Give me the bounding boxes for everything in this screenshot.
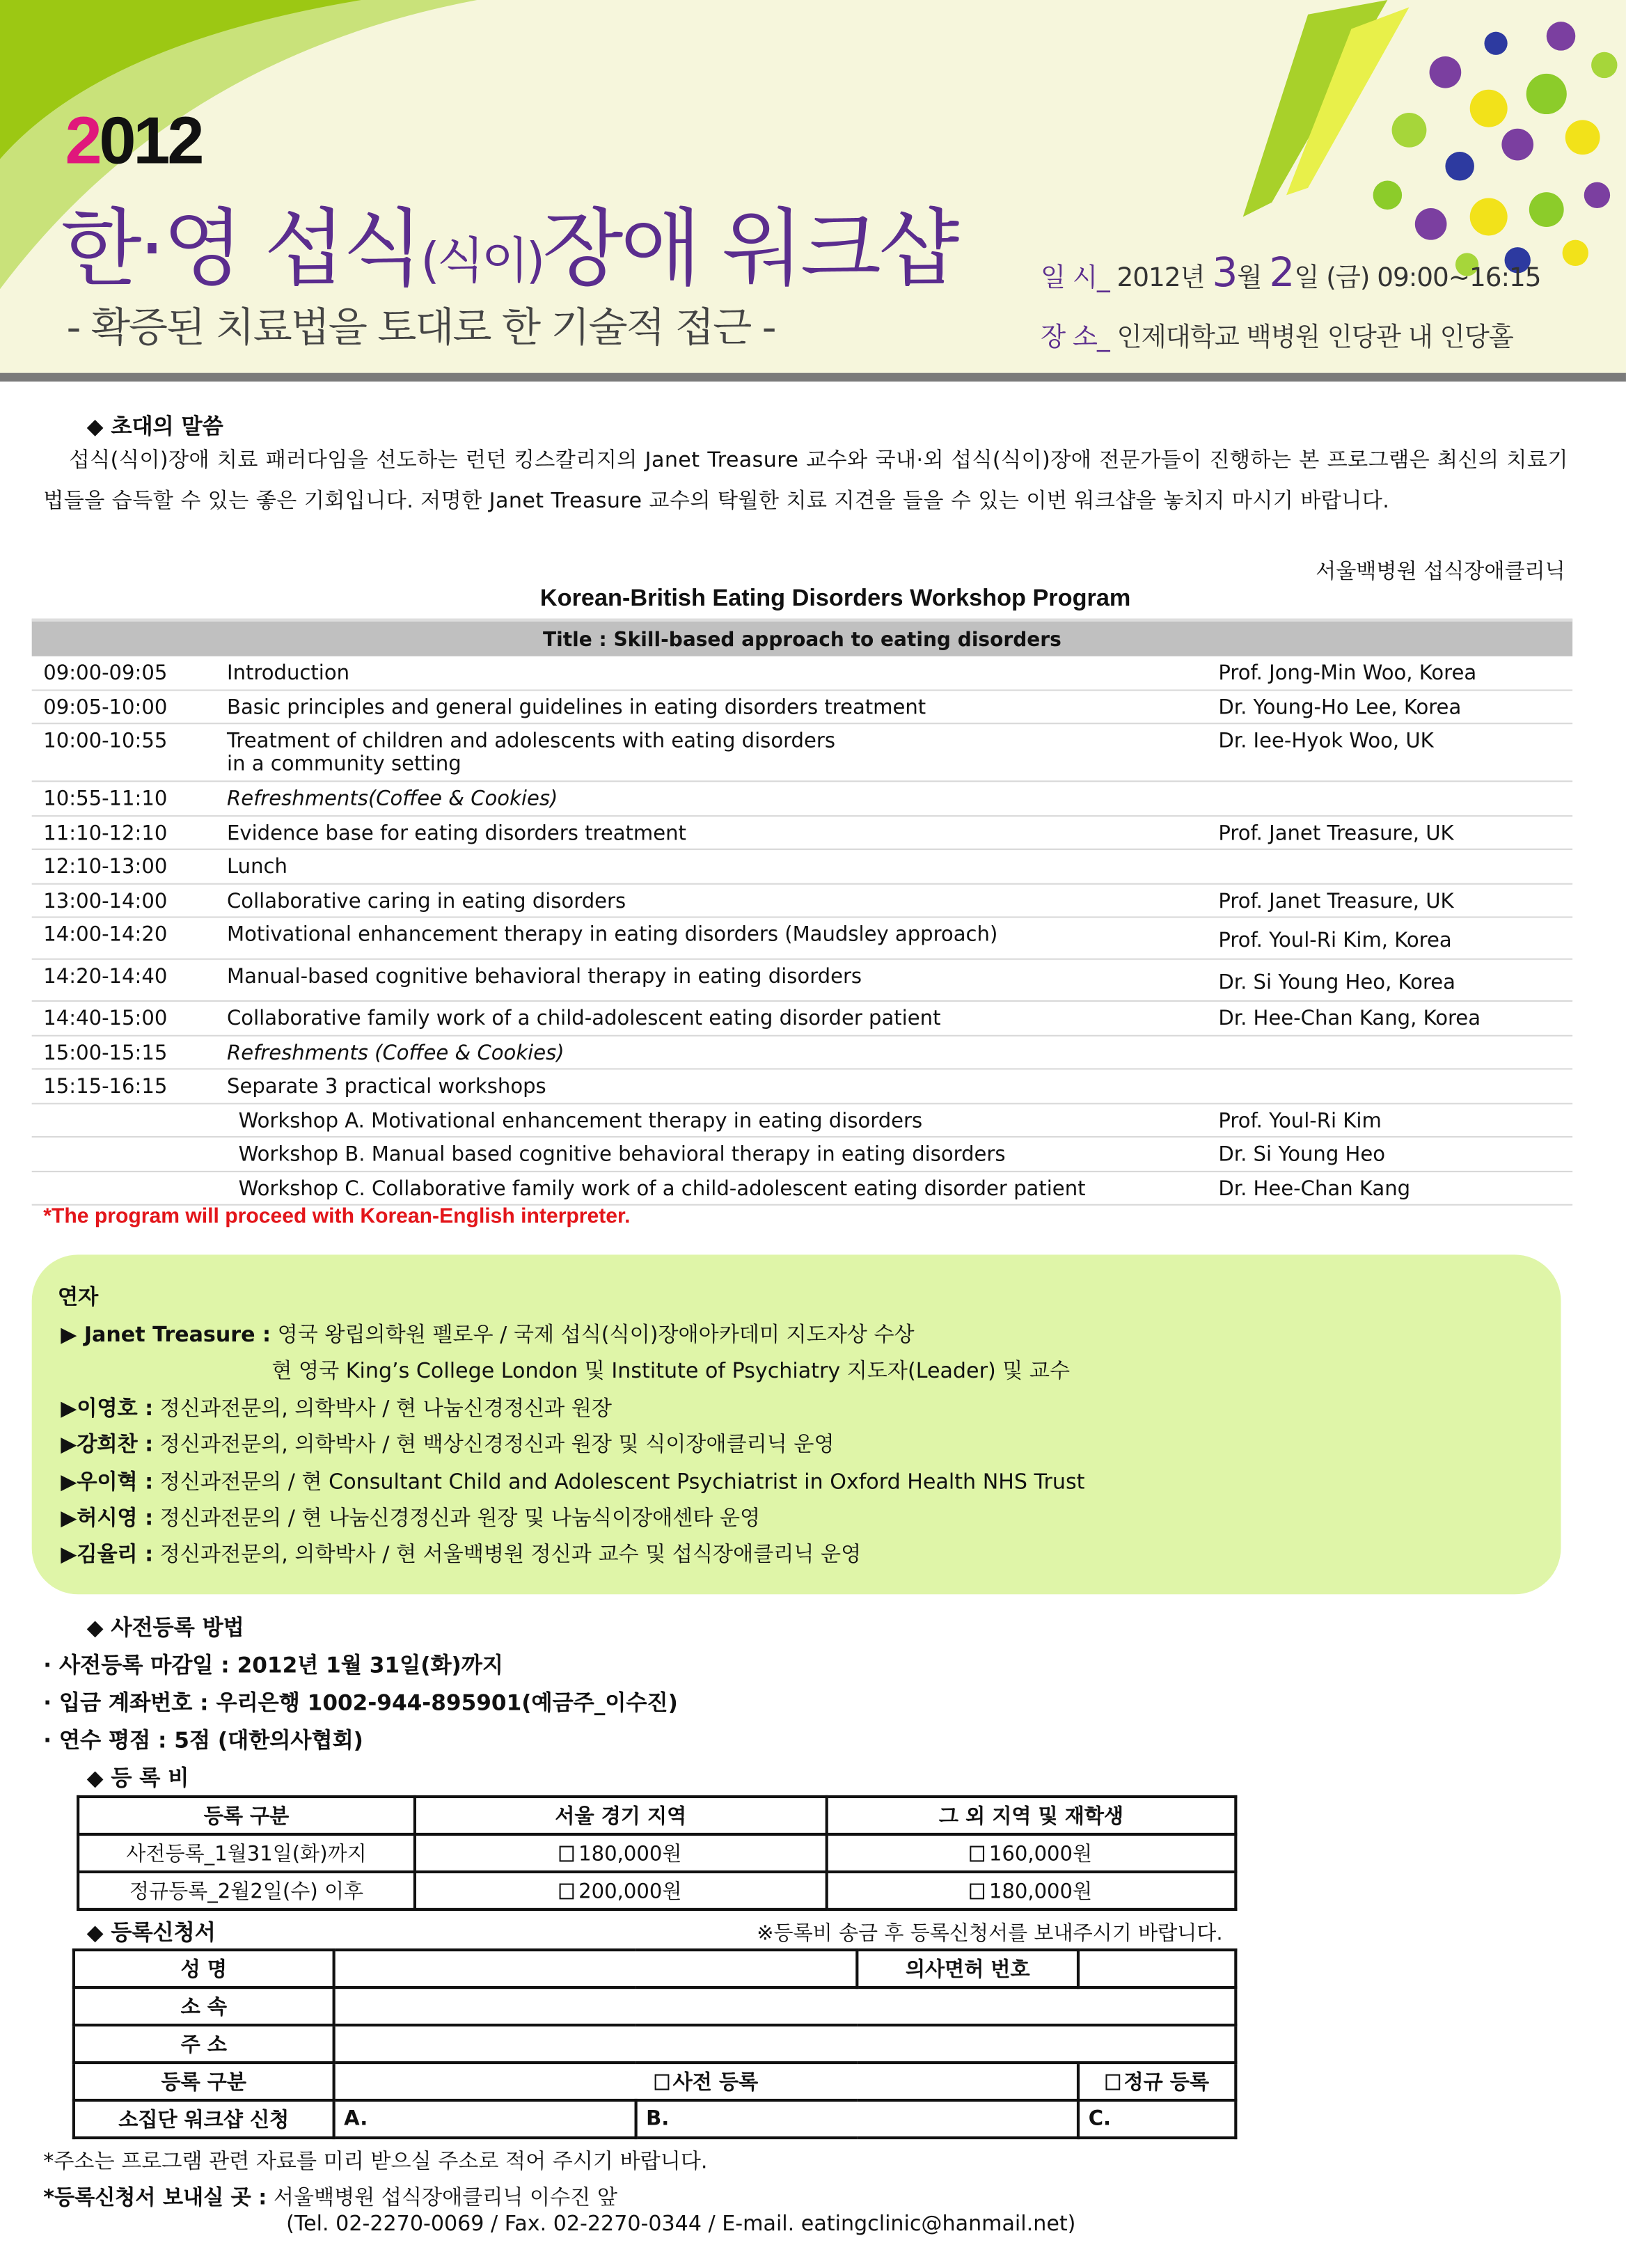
session-topic: Workshop C. Collaborative family work of a child-adolescent eating disorder patient: [238, 1177, 1086, 1201]
name-field[interactable]: [334, 1950, 858, 1987]
label-license: 의사면허 번호: [857, 1950, 1078, 1987]
contact-info: (Tel. 02-2270-0069 / Fax. 02-2270-0344 / E-mail. eatingclinic@hanmail.net): [286, 2212, 1076, 2237]
program-row: [32, 918, 1572, 960]
fee-option[interactable]: 180,000원: [415, 1834, 827, 1872]
workshop-c-field[interactable]: C.: [1078, 2100, 1236, 2138]
program-row: [32, 960, 1572, 1002]
address-field[interactable]: [334, 2025, 1236, 2063]
label-workshop: 소집단 워크샵 신청: [74, 2100, 334, 2138]
session-time: 12:10-13:00: [43, 856, 168, 879]
program-row: [32, 850, 1572, 884]
checkbox[interactable]: [1105, 2074, 1120, 2090]
session-topic: Treatment of children and adolescents with eating disorders: [226, 730, 835, 753]
session-topic: Refreshments (Coffee & Cookies): [226, 1041, 565, 1065]
session-topic: Lunch: [226, 856, 287, 879]
session-speaker: Prof. Janet Treasure, UK: [1218, 890, 1454, 913]
session-topic: Motivational enhancement therapy in eating disorders (Maudsley approach): [226, 923, 998, 947]
workshop-a-field[interactable]: A.: [334, 2100, 636, 2138]
speaker-name: ▶강희찬 :: [61, 1434, 154, 1458]
session-time: 14:00-14:20: [43, 923, 168, 947]
subtitle: - 확증된 치료법을 토대로 한 기술적 접근 -: [66, 304, 775, 352]
program-row: [32, 724, 1572, 782]
session-topic: Workshop B. Manual based cognitive behavioral therapy in eating disorders: [238, 1143, 1006, 1167]
session-speaker: Prof. Youl-Ri Kim: [1218, 1109, 1382, 1133]
speaker-name: ▶김율리 :: [61, 1544, 154, 1568]
session-speaker: Dr. Young-Ho Lee, Korea: [1218, 695, 1462, 720]
session-speaker: Dr. Hee-Chan Kang: [1218, 1177, 1411, 1201]
session-speaker: Prof. Janet Treasure, UK: [1218, 821, 1454, 845]
session-time: 13:00-14:00: [43, 890, 168, 913]
speakers-box: [32, 1254, 1561, 1594]
speaker-item: [271, 1355, 1070, 1385]
fee-header: 등록 구분: [78, 1797, 415, 1834]
session-time: 09:05-10:00: [43, 695, 168, 720]
registration-deadline: · 사전등록 마감일 : 2012년 1월 31일(화)까지: [43, 1652, 503, 1678]
program-row: [32, 816, 1572, 850]
fee-option[interactable]: 200,000원: [415, 1872, 827, 1909]
program-row: [32, 884, 1572, 918]
session-speaker: Prof. Jong-Min Woo, Korea: [1218, 661, 1477, 686]
workshop-b-field[interactable]: B.: [636, 2100, 1079, 2138]
program-row: [32, 782, 1572, 816]
session-time: 15:15-16:15: [43, 1075, 168, 1099]
speaker-description: 정신과전문의, 의학박사 / 현 나눔신경정신과 원장: [159, 1397, 612, 1421]
speaker-description: 현 영국 King’s College London 및 Institute of Psychiatry 지도자(Leader) 및 교수: [271, 1360, 1071, 1384]
speakers-heading: 연자: [58, 1286, 99, 1310]
checkbox[interactable]: [560, 1846, 574, 1862]
speaker-item: [61, 1538, 861, 1569]
speaker-name: ▶우이혁 :: [61, 1470, 154, 1495]
label-reg-type: 등록 구분: [74, 2063, 334, 2100]
registration-heading: ◆ 사전등록 방법: [86, 1614, 244, 1641]
session-topic-line2: in a community setting: [226, 753, 461, 777]
invitation-body: 섭식(식이)장애 치료 패러다임을 선도하는 런던 킹스칼리지의 Janet Treasure 교수와 국내·외 섭식(식이)장애 전문가들이 진행하는 본 프로그램은 최신의 치료기법들을 습득할 수 있는 좋은 기회입니다. 저명한 Janet Treasure 교수의 탁월한 치료 지견을 들을 수 있는 이번 워크샵을 놓치지 마시기 바랍니다.: [43, 449, 1568, 514]
invitation-signature: 서울백병원 섭식장애클리닉: [1316, 560, 1565, 584]
speaker-name: ▶ Janet Treasure :: [61, 1323, 271, 1348]
send-to: *등록신청서 보내실 곳 : 서울백병원 섭식장애클리닉 이수진 앞: [43, 2187, 617, 2210]
checkbox[interactable]: [560, 1884, 574, 1900]
interpreter-note: *The program will proceed with Korean-English interpreter.: [43, 1205, 631, 1229]
session-topic: Introduction: [226, 661, 350, 686]
fee-header: 서울 경기 지역: [415, 1797, 827, 1834]
header-divider: [0, 373, 1626, 381]
label-affiliation: 소 속: [74, 1987, 334, 2025]
header-banner: [0, 0, 1626, 373]
session-time: 11:10-12:10: [43, 821, 168, 845]
registration-credits: · 연수 평점 : 5점 (대한의사협회): [43, 1727, 363, 1754]
session-time: 14:20-14:40: [43, 966, 168, 989]
program-row: [32, 1103, 1572, 1137]
event-date: 일 시_ 2012년 3월 2일 (금) 09:00~16:15: [1041, 249, 1541, 297]
label-name: 성 명: [74, 1950, 334, 1987]
session-time: 10:00-10:55: [43, 730, 168, 753]
session-topic: Collaborative caring in eating disorders: [226, 890, 626, 913]
session-topic: Collaborative family work of a child-adolescent eating disorder patient: [226, 1007, 941, 1031]
speaker-item: [61, 1392, 612, 1422]
address-note: *주소는 프로그램 관련 자료를 미리 받으실 주소로 적어 주시기 바랍니다.: [43, 2150, 708, 2174]
session-topic: Basic principles and general guidelines in eating disorders treatment: [226, 695, 926, 720]
form-note: ※등록비 송금 후 등록신청서를 보내주시기 바랍니다.: [757, 1922, 1223, 1946]
invitation-heading: ◆ 초대의 말씀: [86, 413, 223, 440]
speaker-item: [61, 1502, 760, 1532]
session-speaker: Dr. Hee-Chan Kang, Korea: [1218, 1007, 1481, 1031]
fee-option[interactable]: 160,000원: [827, 1834, 1236, 1872]
program-subtitle: Title : Skill-based approach to eating disorders: [32, 619, 1572, 656]
license-field[interactable]: [1078, 1950, 1236, 1987]
speaker-description: 정신과전문의, 의학박사 / 현 백상신경정신과 원장 및 식이장애클리닉 운영: [159, 1434, 835, 1458]
main-title: 한·영 섭식(식이)장애 워크샵: [61, 199, 957, 298]
speaker-name: ▶이영호 :: [61, 1397, 154, 1421]
fee-type: 정규등록_2월2일(수) 이후: [78, 1872, 415, 1909]
fees-table: [77, 1795, 1237, 1911]
speaker-item: [61, 1465, 1084, 1496]
program-row: [32, 1070, 1572, 1104]
session-topic: Refreshments(Coffee & Cookies): [226, 787, 558, 811]
speaker-description: 정신과전문의 / 현 Consultant Child and Adolescent Psychiatrist in Oxford Health NHS Trust: [159, 1470, 1085, 1495]
speaker-description: 정신과전문의, 의학박사 / 현 서울백병원 정신과 교수 및 섭식장애클리닉 운영: [159, 1544, 862, 1568]
program-title: Korean-British Eating Disorders Workshop Program: [539, 585, 1131, 612]
session-topic: Manual-based cognitive behavioral therapy in eating disorders: [226, 966, 862, 989]
session-speaker: Dr. Iee-Hyok Woo, UK: [1218, 730, 1434, 753]
session-speaker: Dr. Si Young Heo: [1218, 1143, 1386, 1167]
program-row: [32, 690, 1572, 724]
program-row: [32, 1137, 1572, 1172]
pre-registration-option[interactable]: 사전 등록: [334, 2063, 1079, 2100]
registration-account: · 입금 계좌번호 : 우리은행 1002-944-895901(예금주_이수진): [43, 1690, 678, 1716]
regular-registration-option[interactable]: 정규 등록: [1078, 2063, 1236, 2100]
fruit-heart-illustration-icon: [1344, 7, 1626, 282]
form-heading: ◆ 등록신청서: [86, 1919, 216, 1946]
checkbox[interactable]: [654, 2074, 669, 2090]
fee-header: 그 외 지역 및 재학생: [827, 1797, 1236, 1834]
fees-heading: ◆ 등 록 비: [86, 1765, 189, 1791]
speaker-item: [61, 1318, 914, 1349]
speaker-item: [61, 1428, 834, 1459]
affiliation-field[interactable]: [334, 1987, 1236, 2025]
session-speaker: Prof. Youl-Ri Kim, Korea: [1218, 929, 1452, 953]
program-row: [32, 1002, 1572, 1036]
session-topic: Separate 3 practical workshops: [226, 1075, 546, 1099]
program-row: [32, 1172, 1572, 1206]
label-address: 주 소: [74, 2025, 334, 2063]
session-time: 14:40-15:00: [43, 1007, 168, 1031]
event-place: 장 소_ 인제대학교 백병원 인당관 내 인당홀: [1041, 322, 1513, 353]
session-speaker: Dr. Si Young Heo, Korea: [1218, 971, 1455, 995]
session-time: 09:00-09:05: [43, 661, 168, 686]
checkbox[interactable]: [970, 1884, 985, 1900]
session-time: 10:55-11:10: [43, 787, 168, 811]
program-table: [32, 619, 1572, 1206]
program-row: [32, 1036, 1572, 1070]
speaker-description: 영국 왕립의학원 펠로우 / 국제 섭식(식이)장애아카데미 지도자상 수상: [277, 1323, 915, 1348]
year-label: 2012: [65, 102, 202, 178]
fee-type: 사전등록_1월31일(화)까지: [78, 1834, 415, 1872]
session-topic: Evidence base for eating disorders treatment: [226, 821, 686, 845]
registration-form: [72, 1948, 1238, 2139]
session-topic: Workshop A. Motivational enhancement therapy in eating disorders: [238, 1109, 923, 1133]
speaker-name: ▶허시영 :: [61, 1507, 154, 1531]
program-row: [32, 656, 1572, 691]
session-time: 15:00-15:15: [43, 1041, 168, 1065]
checkbox[interactable]: [970, 1846, 985, 1862]
speaker-description: 정신과전문의 / 현 나눔신경정신과 원장 및 나눔식이장애센타 운영: [159, 1507, 761, 1531]
fee-option[interactable]: 180,000원: [827, 1872, 1236, 1909]
